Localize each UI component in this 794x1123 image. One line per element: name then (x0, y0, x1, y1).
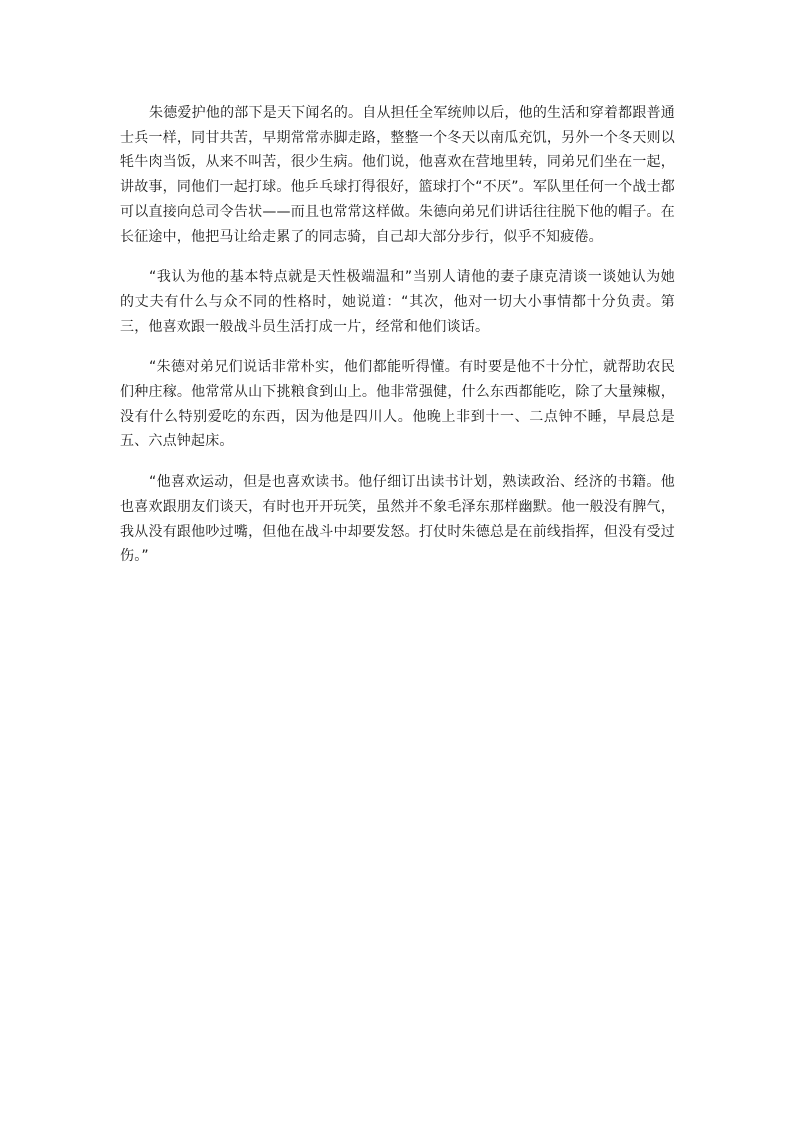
paragraph-1: 朱德爱护他的部下是天下闻名的。自从担任全军统帅以后，他的生活和穿着都跟普通士兵一样，同甘共苦，早期常常赤脚走路，整整一个冬天以南瓜充饥，另外一个冬天则以牦牛肉当饭，从来不叫苦，很少生病。他们说，他喜欢在营地里转，同弟兄们坐在一起，讲故事，同他们一起打球。他乒乓球打得很好，篮球打个“不厌”。军队里任何一个战士都可以直接向总司令告状——而且也常常这样做。朱德向弟兄们讲话往往脱下他的帽子。在长征途中，他把马让给走累了的同志骑，自己却大部分步行，似乎不知疲倦。 (120, 105, 675, 245)
paragraph-3: “朱德对弟兄们说话非常朴实，他们都能听得懂。有时要是他不十分忙，就帮助农民们种庄稼。他常常从山下挑粮食到山上。他非常强健，什么东西都能吃，除了大量辣椒，没有什么特别爱吃的东西，因为他是四川人。他晚上非到十一、二点钟不睡，早晨总是五、六点钟起床。 (120, 359, 675, 450)
paragraph-2: “我认为他的基本特点就是天性极端温和”当别人请他的妻子康克清谈一谈她认为她的丈夫有什么与众不同的性格时，她说道：“其次，他对一切大小事情都十分负责。第三，他喜欢跟一般战斗员生活打成一片，经常和他们谈话。 (120, 269, 675, 335)
document-body (120, 101, 675, 585)
paragraph-4: “他喜欢运动，但是也喜欢读书。他仔细订出读书计划，熟读政治、经济的书籍。他也喜欢跟朋友们谈天，有时也开开玩笑，虽然并不象毛泽东那样幽默。他一般没有脾气，我从没有跟他吵过嘴，但他在战斗中却要发怒。打仗时朱德总是在前线指挥，但没有受过伤。” (120, 474, 675, 565)
